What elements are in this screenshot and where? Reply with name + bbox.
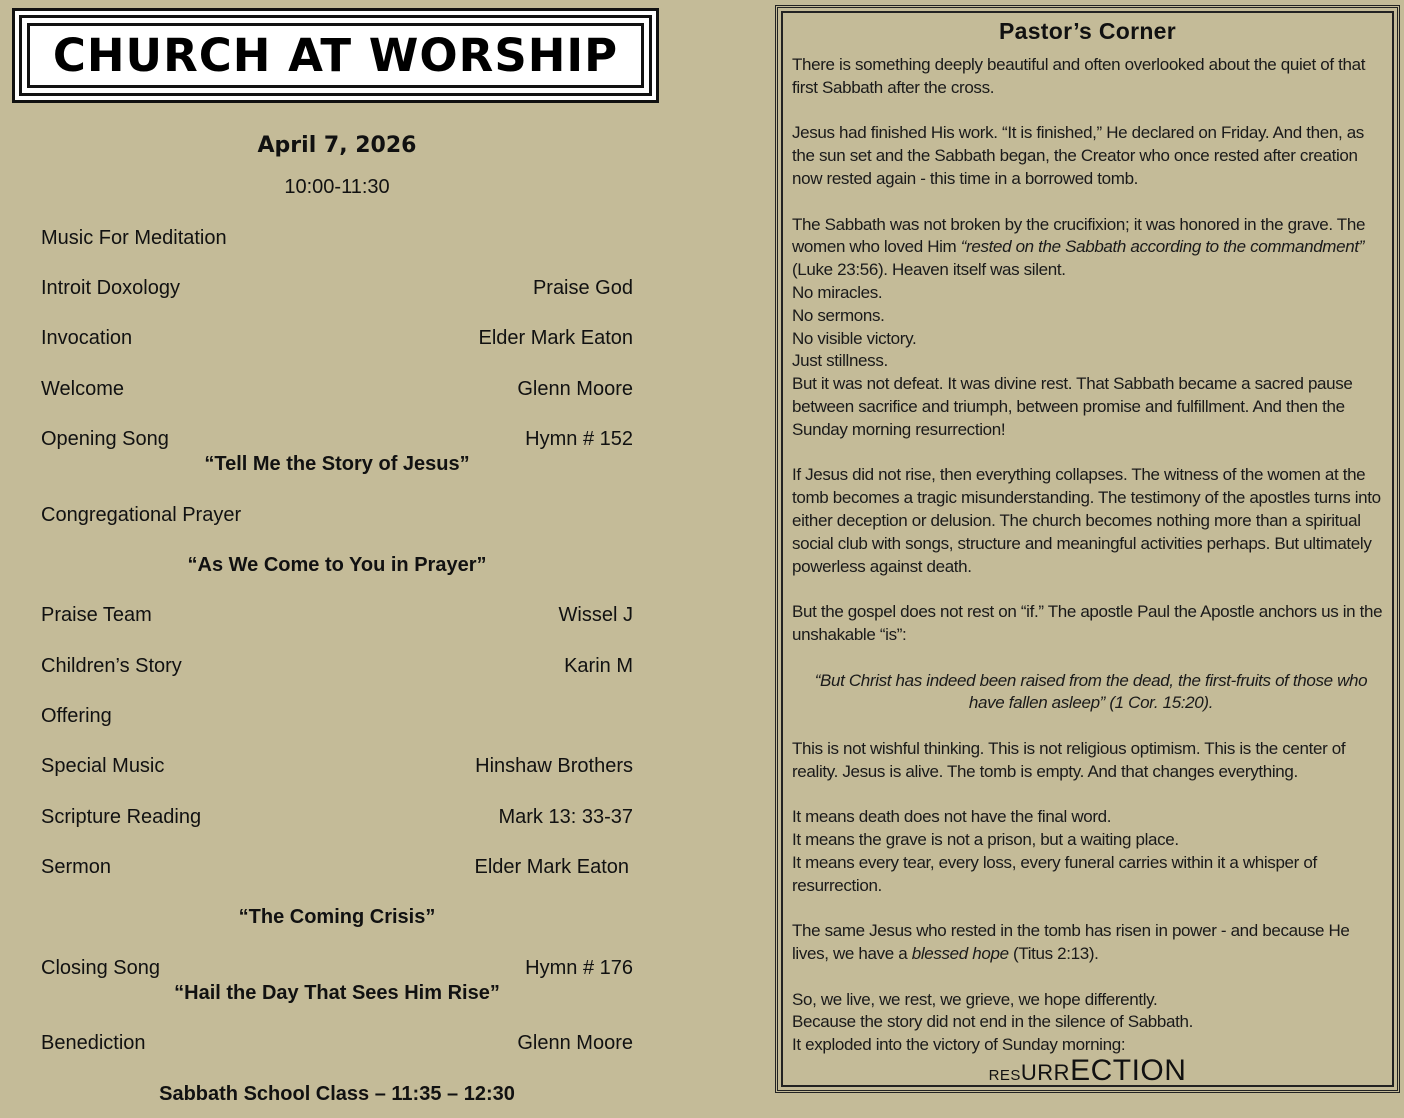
- scripture-quote: “But Christ has indeed been raised from the dead, the first-fruits of those who have fallen asleep” (1 Cor. 15:20).: [814, 670, 1368, 713]
- program-item: Music For Meditation: [41, 227, 227, 249]
- program-person: Glenn Moore: [517, 1032, 633, 1054]
- program-person: Hymn # 152: [525, 428, 633, 450]
- service-date: April 7, 2026: [257, 133, 417, 158]
- program-row-benediction: [41, 1032, 633, 1058]
- text-run: The Sabbath was not broken by the crucifixion; it was honored in the grave. The women who loved Him: [792, 214, 1366, 257]
- paragraph: This is not wishful thinking. This is not religious optimism. This is the center of reality. Jesus is alive. The tomb is empty. And that changes everything.: [792, 738, 1346, 781]
- program-row-opening-song: [41, 428, 633, 454]
- pastors-corner-title: Pastor’s Corner: [998, 18, 1177, 44]
- title-banner-inner: [27, 23, 644, 88]
- text-run: The same Jesus who rested in the tomb has risen in power - and because He lives, we have a: [792, 921, 1350, 964]
- program-item: Opening Song: [41, 428, 169, 450]
- program-row-music-meditation: [41, 227, 633, 253]
- program-item: Closing Song: [41, 957, 160, 979]
- paragraph: But it was not defeat. It was divine rest. That Sabbath became a sacred pause between sacrifice and triumph, between promise and fulfillment. And then the Sunday morning resurrection!: [792, 374, 1353, 439]
- line: It means death does not have the final word.: [792, 807, 1112, 827]
- sermon-title: “The Coming Crisis”: [238, 906, 436, 928]
- resurrection-part: RES: [988, 1067, 1021, 1084]
- title-banner: [12, 8, 659, 103]
- service-time: 10:00-11:30: [284, 176, 390, 198]
- program-row-offering: [41, 705, 633, 731]
- resurrection-word: [778, 1056, 1397, 1086]
- resurrection-part: URR: [1020, 1060, 1071, 1085]
- program-person: Karin M: [564, 655, 633, 677]
- program-person: Hinshaw Brothers: [475, 755, 633, 777]
- program-person: Praise God: [532, 277, 633, 299]
- paragraph: [792, 214, 1390, 282]
- program-person: Elder Mark Eaton: [474, 856, 629, 878]
- program-row-sermon: [41, 856, 633, 882]
- resurrection-part: ECTION: [1070, 1054, 1187, 1087]
- text-run: (Luke 23:56). Heaven itself was silent.: [792, 260, 1066, 280]
- program-person: Glenn Moore: [517, 378, 633, 400]
- scripture-quote-inline: “rested on the Sabbath according to the commandment”: [960, 237, 1365, 257]
- page-title: CHURCH AT WORSHIP: [52, 29, 619, 82]
- program-row-introit: [41, 277, 633, 303]
- program-item: Benediction: [41, 1032, 146, 1054]
- paragraph: There is something deeply beautiful and often overlooked about the quiet of that first Sabbath after the cross.: [792, 55, 1366, 97]
- program-item: Invocation: [41, 327, 133, 349]
- paragraph: If Jesus did not rise, then everything collapses. The witness of the women at the tomb becomes a tragic misunderstanding. The testimony of the apostles turns into either deception or delusion. The church becomes nothing more than a spiritual social club with songs, structure and meaningful activities perhaps. But ultimately powerless against death.: [792, 465, 1381, 576]
- program-person: Wissel J: [558, 604, 633, 626]
- line: Because the story did not end in the silence of Sabbath.: [792, 1012, 1193, 1032]
- program-person: Mark 13: 33-37: [498, 806, 633, 828]
- line: It exploded into the victory of Sunday morning:: [792, 1035, 1126, 1055]
- program-item: Welcome: [41, 378, 124, 400]
- line: No visible victory.: [792, 328, 917, 348]
- prayer-title: “As We Come to You in Prayer”: [187, 554, 487, 576]
- program-row-childrens-story: [41, 655, 633, 681]
- line: It means every tear, every loss, every funeral carries within it a whisper of resurrection.: [792, 852, 1317, 895]
- line: It means the grave is not a prison, but a waiting place.: [792, 830, 1179, 850]
- line: No miracles.: [792, 282, 883, 302]
- program-item: Children’s Story: [41, 655, 182, 677]
- program-person: Hymn # 176: [525, 957, 633, 979]
- program-item: Offering: [41, 705, 112, 727]
- program-row-scripture-reading: [41, 806, 633, 832]
- pastors-corner-body: [792, 54, 1390, 1057]
- closing-song-title: “Hail the Day That Sees Him Rise”: [174, 982, 500, 1004]
- line: No sermons.: [792, 305, 885, 325]
- paragraph: [792, 920, 1390, 966]
- text-run: (Titus 2:13).: [1008, 944, 1099, 964]
- program-row-praise-team: [41, 604, 633, 630]
- program-item: Congregational Prayer: [41, 504, 242, 526]
- line: Just stillness.: [792, 351, 888, 371]
- program-row-welcome: [41, 378, 633, 404]
- paragraph: But the gospel does not rest on “if.” The apostle Paul the Apostle anchors us in the unshakable “is”:: [792, 602, 1383, 644]
- line: So, we live, we rest, we grieve, we hope differently.: [792, 989, 1158, 1009]
- program-row-special-music: [41, 755, 633, 781]
- program-item: Scripture Reading: [41, 806, 202, 828]
- sabbath-school-note: Sabbath School Class – 11:35 – 12:30: [159, 1083, 515, 1105]
- pastors-corner-box: [775, 5, 1400, 1093]
- emphasis: blessed hope: [911, 944, 1009, 964]
- program-item: Introit Doxology: [41, 277, 180, 299]
- opening-song-title: “Tell Me the Story of Jesus”: [204, 453, 470, 475]
- program-row-closing-song: [41, 957, 633, 983]
- program-item: Sermon: [41, 856, 112, 878]
- paragraph: Jesus had finished His work. “It is finished,” He declared on Friday. And then, as the sun set and the Sabbath began, the Creator who once rested after creation now rested again - this time in a borrowed tomb.: [792, 123, 1364, 188]
- program-item: Praise Team: [41, 604, 152, 626]
- program-item: Special Music: [41, 755, 165, 777]
- program-row-congregational-prayer: [41, 504, 633, 530]
- program-person: Elder Mark Eaton: [478, 327, 633, 349]
- program-row-invocation: [41, 327, 633, 353]
- title-banner-frame: [19, 15, 652, 96]
